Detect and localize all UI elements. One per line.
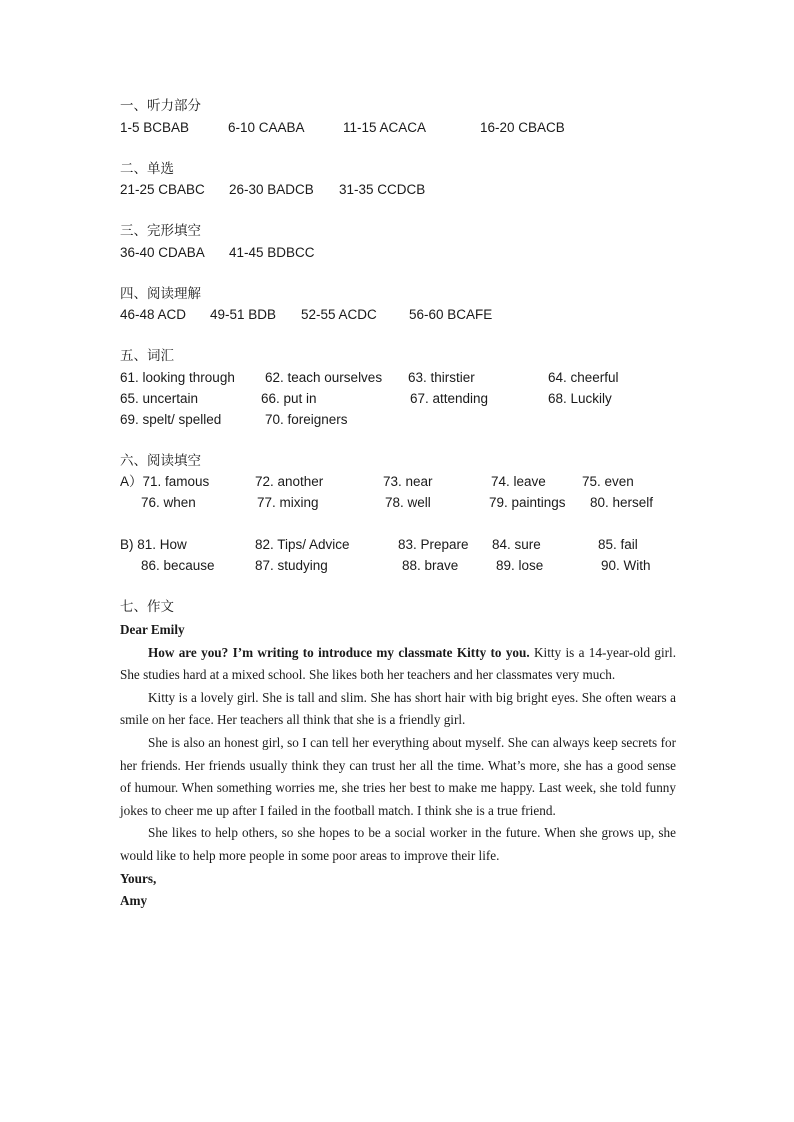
fill-answer: 72. another (255, 474, 324, 489)
vocab-answer: 62. teach ourselves (265, 370, 383, 385)
fill-answer: 77. mixing (257, 495, 319, 510)
section-heading-reading: 四、阅读理解 (120, 286, 201, 302)
fill-answer: 80. herself (590, 495, 654, 510)
vocab-answer: 64. cheerful (548, 370, 619, 385)
essay-paragraph: She is also an honest girl, so I can tell her everything about myself. She can always keep secrets for her friends. Her friends usually think they can trust her all the time. What’s more, she has a good sense of humour. When something worries me, she tries her best to make me happy. Last week, she told funny jokes to cheer me up after I failed in the football match. I think she is a true friend. (120, 734, 676, 818)
essay-closing: Yours, (120, 870, 157, 886)
answer-group: 49-51 BDB (210, 307, 277, 322)
essay-opening-rest: Kitty is a 14-year-old girl. She studies hard at a mixed school. She likes both her teachers and her classmates very much. (120, 644, 676, 683)
answer-group: 46-48 ACD (120, 307, 187, 322)
fill-answer: A）71. famous (120, 474, 210, 489)
essay-signature: Amy (120, 893, 148, 909)
fill-answer: 75. even (582, 474, 634, 489)
vocab-answer: 67. attending (410, 391, 489, 406)
fill-answer: 79. paintings (489, 495, 566, 510)
section-heading-vocabulary: 五、词汇 (120, 348, 174, 364)
section-heading-writing: 七、作文 (120, 599, 174, 615)
answer-group: 31-35 CCDCB (339, 182, 426, 197)
answer-group: 56-60 BCAFE (409, 307, 493, 322)
fill-answer: B) 81. How (120, 537, 187, 552)
section-heading-cloze: 三、完形填空 (120, 223, 201, 239)
fill-answer: 90. With (601, 558, 651, 573)
answer-group: 21-25 CBABC (120, 182, 205, 197)
fill-answer: 78. well (385, 495, 431, 510)
fill-answer: 88. brave (402, 558, 459, 573)
answer-group: 11-15 ACACA (343, 120, 427, 135)
fill-answer: 89. lose (496, 558, 544, 573)
vocab-answer: 70. foreigners (265, 412, 348, 427)
answer-group: 26-30 BADCB (229, 182, 314, 197)
fill-answer: 86. because (141, 558, 215, 573)
answer-group: 6-10 CAABA (228, 120, 305, 135)
fill-answer: 87. studying (255, 558, 328, 573)
section-heading-single-choice: 二、单选 (120, 161, 174, 177)
vocab-answer: 63. thirstier (408, 370, 475, 385)
answer-group: 1-5 BCBAB (120, 120, 190, 135)
fill-answer: 85. fail (598, 537, 638, 552)
vocab-answer: 68. Luckily (548, 391, 612, 406)
essay-paragraph (120, 642, 676, 687)
section-heading-reading-fill: 六、阅读填空 (120, 453, 201, 469)
essay-opening-bold: How are you? I’m writing to introduce my classmate Kitty to you. (148, 644, 530, 660)
answer-group: 52-55 ACDC (301, 307, 377, 322)
vocab-answer: 69. spelt/ spelled (120, 412, 222, 427)
fill-answer: 76. when (141, 495, 196, 510)
answer-group: 36-40 CDABA (120, 245, 205, 260)
essay (120, 619, 676, 913)
fill-answer: 83. Prepare (398, 537, 469, 552)
essay-paragraph: She likes to help others, so she hopes to be a social worker in the future. When she grows up, she would like to help more people in some poor areas to improve their life. (120, 825, 676, 863)
answer-group: 41-45 BDBCC (229, 245, 315, 260)
fill-answer: 82. Tips/ Advice (255, 537, 350, 552)
answer-group: 16-20 CBACB (480, 120, 565, 135)
vocab-answer: 61. looking through (120, 370, 235, 385)
fill-answer: 84. sure (492, 537, 541, 552)
essay-paragraph: Kitty is a lovely girl. She is tall and slim. She has short hair with big bright eyes. She often wears a smile on her face. Her teachers all think that she is a friendly girl. (120, 689, 676, 728)
vocab-answer: 65. uncertain (120, 391, 199, 406)
fill-answer: 74. leave (491, 474, 546, 489)
vocab-answer: 66. put in (261, 391, 317, 406)
section-heading-listening: 一、听力部分 (120, 98, 201, 114)
essay-salutation: Dear Emily (120, 622, 185, 637)
fill-answer: 73. near (383, 474, 433, 489)
